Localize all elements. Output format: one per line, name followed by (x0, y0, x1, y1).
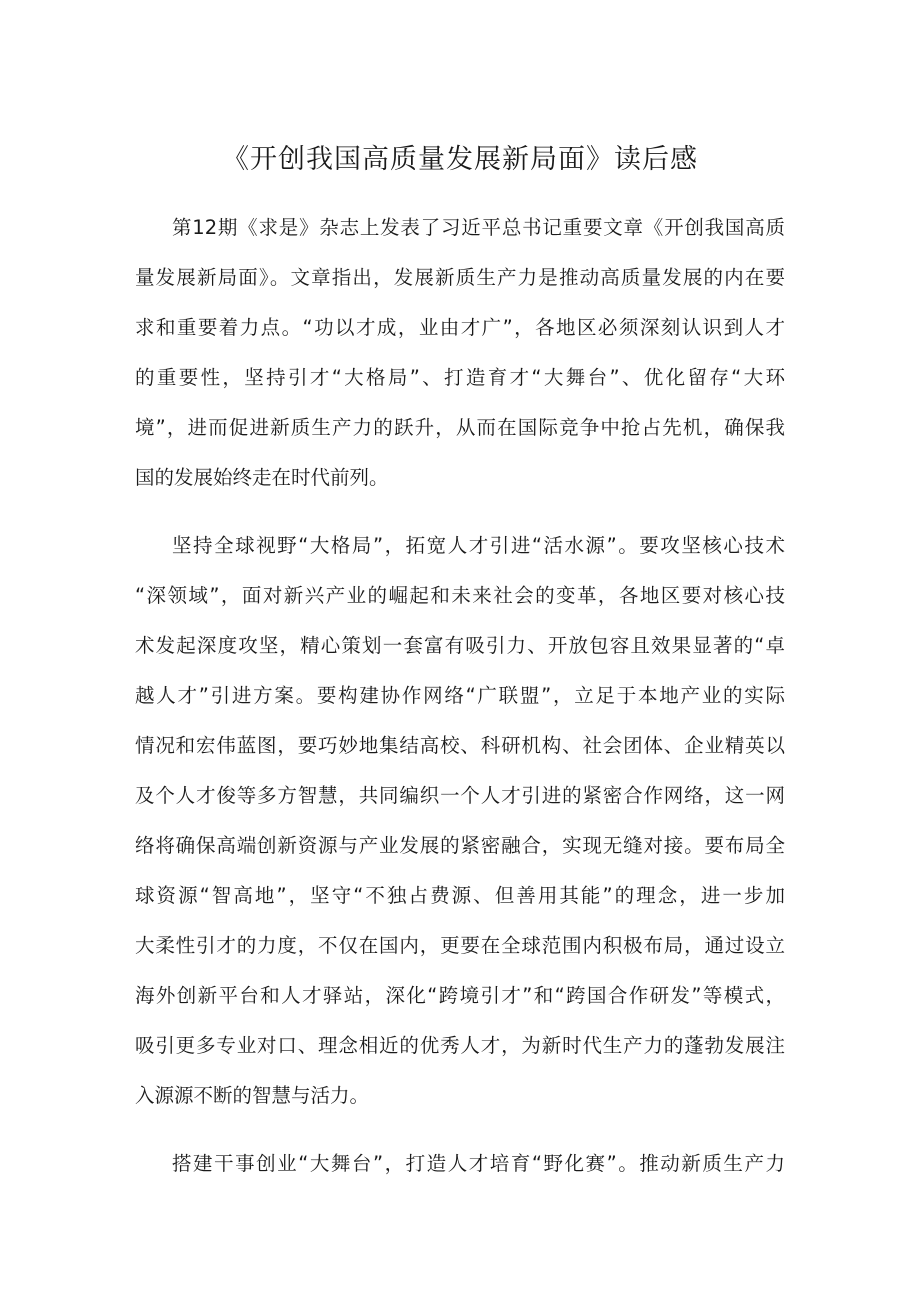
paragraph-1-line-2: 量发展新局面》。文章指出，发展新质生产力是推动高质量发展的内在要 (135, 266, 785, 289)
paragraph-2-line-2: “深领域”，面对新兴产业的崛起和未来社会的变革，各地区要对核心技 (135, 584, 785, 607)
paragraph-2-line-12: 入源源不断的智慧与活力。 (135, 1084, 370, 1107)
paragraph-2-line-8: 球资源“智高地”，坚守“不独占费源、但善用其能”的理念，进一步加 (135, 884, 785, 907)
paragraph-2-line-7: 络将确保高端创新资源与产业发展的紧密融合，实现无缝对接。要布局全 (135, 834, 785, 857)
paragraph-2-line-9: 大柔性引才的力度，不仅在国内，更要在全球范围内积极布局，通过设立 (135, 934, 785, 957)
paragraph-3-line-1: 搭建干事创业“大舞台”，打造人才培育“野化赛”。推动新质生产力 (172, 1152, 785, 1175)
paragraph-2-line-4: 越人才”引进方案。要构建协作网络“广联盟”，立足于本地产业的实际 (135, 684, 785, 707)
paragraph-1-line-6: 国的发展始终走在时代前列。 (135, 466, 389, 489)
paragraph-1-line-4: 的重要性，坚持引才“大格局”、打造育才“大舞台”、优化留存“大环 (135, 366, 785, 389)
document-title: 《开创我国高质量发展新局面》读后感 (222, 144, 698, 175)
paragraph-1-line-5: 境”，进而促进新质生产力的跃升，从而在国际竞争中抢占先机，确保我 (135, 416, 785, 439)
paragraph-2-line-11: 吸引更多专业对口、理念相近的优秀人才，为新时代生产力的蓬勃发展注 (135, 1034, 785, 1057)
paragraph-2-line-6: 及个人才俊等多方智慧，共同编织一个人才引进的紧密合作网络，这一网 (135, 784, 785, 807)
paragraph-2-line-3: 术发起深度攻坚，精心策划一套富有吸引力、开放包容且效果显著的“卓 (135, 634, 785, 657)
paragraph-2-line-10: 海外创新平台和人才驿站，深化“跨境引才”和“跨国合作研发”等模式， (135, 984, 785, 1007)
paragraph-2-line-5: 情况和宏伟蓝图，要巧妙地集结高校、科研机构、社会团体、企业精英以 (135, 734, 785, 757)
paragraph-1-line-1: 第12期《求是》杂志上发表了习近平总书记重要文章《开创我国高质 (172, 216, 785, 239)
paragraph-1-line-3: 求和重要着力点。“功以才成，业由才广”，各地区必须深刻认识到人才 (135, 316, 785, 339)
paragraph-2-line-1: 坚持全球视野“大格局”，拓宽人才引进“活水源”。要攻坚核心技术 (172, 534, 785, 557)
